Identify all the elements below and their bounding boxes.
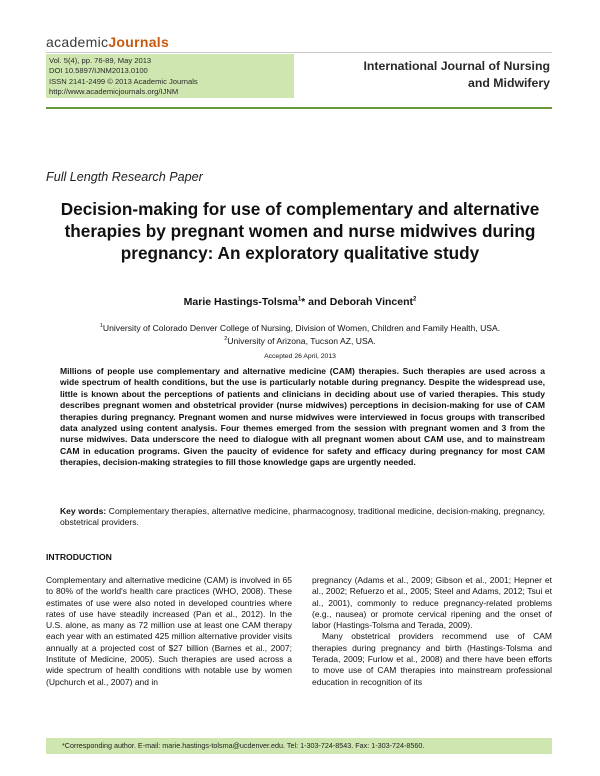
journal-meta: [49, 56, 198, 98]
keywords-text: Complementary therapies, alternative medicine, pharmacognosy, traditional medicine, decision-making, pregnancy, obstetrical providers.: [60, 506, 546, 528]
journal-title-line-1: International Journal of Nursing: [363, 59, 550, 73]
affiliation-2-mark: 2: [224, 336, 228, 343]
journal-title-line-2: and Midwifery: [468, 76, 550, 90]
author-2-affil-mark: 2: [413, 296, 417, 303]
authors: [60, 296, 540, 308]
doi-line: DOI 10.5897/IJNM2013.0100: [49, 66, 148, 76]
logo-text-academic: academic: [46, 34, 109, 50]
author-1-affil-mark: 1: [297, 296, 302, 303]
keywords-label: Key words:: [60, 506, 107, 516]
author-1: Marie Hastings-Tolsma: [183, 296, 298, 308]
right-paragraph-1: pregnancy (Adams et al., 2009; Gibson et al., 2001; Hepner et al., 2002; Refuerzo et al., 2005; Steel and Adams, 2012; Tsui et al., 2001), commonly to reduce pregnancy-related problems (e.g., nausea) or promote cervical ripening and the onset of labor (Hastings-Tolsma and Terada, 2009).: [312, 575, 552, 631]
author-2: Deborah Vincent: [329, 296, 414, 308]
journal-title: [360, 58, 550, 92]
author-joiner: and: [305, 296, 330, 308]
paper-title: Decision-making for use of complementary and alternative therapies by pregnant women and nurse midwives during pregnancy: An exploratory qualitative study: [60, 199, 540, 263]
affiliation-1-mark: 1: [99, 323, 103, 329]
issn-line: ISSN 2141-2499 © 2013 Academic Journals: [49, 76, 198, 86]
body-column-right: [312, 575, 552, 688]
affiliation-1-text: University of Colorado Denver College of Nursing, Division of Women, Children and Family Health, USA.: [102, 322, 501, 333]
header-divider: [46, 52, 552, 53]
logo-text-journals: Journals: [108, 34, 170, 50]
accepted-date: Accepted 26 April, 2013: [264, 353, 336, 360]
right-paragraph-2: Many obstetrical providers recommend use of CAM therapies during pregnancy and birth (Hastings-Tolsma and Terada, 2009; Furlow et al., 2008) and there have been efforts to move use of CAM therapies into mainstream professional education in recognition of its: [312, 631, 552, 687]
paper-type: Full Length Research Paper: [46, 170, 203, 184]
publisher-logo: [46, 34, 169, 50]
affiliation-1: [40, 321, 560, 334]
introduction-heading: INTRODUCTION: [46, 552, 112, 562]
volume-line: Vol. 5(4), pp. 76-89, May 2013: [49, 56, 152, 65]
affiliation-2-text: University of Arizona, Tucson AZ, USA.: [227, 335, 376, 346]
corresponding-mark: *: [301, 296, 306, 308]
journal-url-link[interactable]: http://www.academicjournals.org/IJNM: [49, 87, 179, 97]
affiliations: [40, 321, 560, 347]
keywords: [60, 506, 545, 529]
corresponding-author-footnote: *Corresponding author. E-mail: marie.hastings-tolsma@ucdenver.edu. Tel: 1-303-724-8543. Fax: 1-303-724-8560.: [62, 741, 425, 750]
body-column-left: Complementary and alternative medicine (CAM) is involved in 65 to 80% of the world's health care practices (WHO, 2008). These estimates of use were also noted in developed countries where rates of use have steadily increased (Pan et al., 2012). In the U.S. alone, as many as 72 million use at least one CAM therapy each year with an estimated 425 million alternative provider visits annually at a projected cost of $27 billion (Barnes et al., 2007; Institute of Medicine, 2005). Such therapies are used across a wide spectrum of health conditions with notable use by women (Upchurch et al., 2007) and in: [46, 575, 292, 687]
abstract: Millions of people use complementary and alternative medicine (CAM) therapies. Such therapies are used across a wide spectrum of health conditions, but the use is particularly notable during pregnancy. Despite the widespread use, little is known about the perceptions of patients and clinicians in deciding about use of varied therapies. This study describes pregnant women and obstetrical provider (nurse midwives) perceptions in decision-making for use of CAM therapies during pregnancy. Pregnant women and nurse midwives were interviewed in focus groups with transcribed data analyzed using content analysis. Four themes emerged from the session with pregnant women and 3 from the nurse midwives. Data underscore the need to dialogue with all pregnant women about CAM use, and to mainstream CAM in education programs. Given the paucity of evidence for safety and efficacy during pregnancy for most CAM therapies, decision-making strategies to fill those knowledge gaps are urgently needed.: [60, 366, 545, 468]
affiliation-2: [40, 334, 560, 347]
header-rule: [46, 107, 552, 109]
